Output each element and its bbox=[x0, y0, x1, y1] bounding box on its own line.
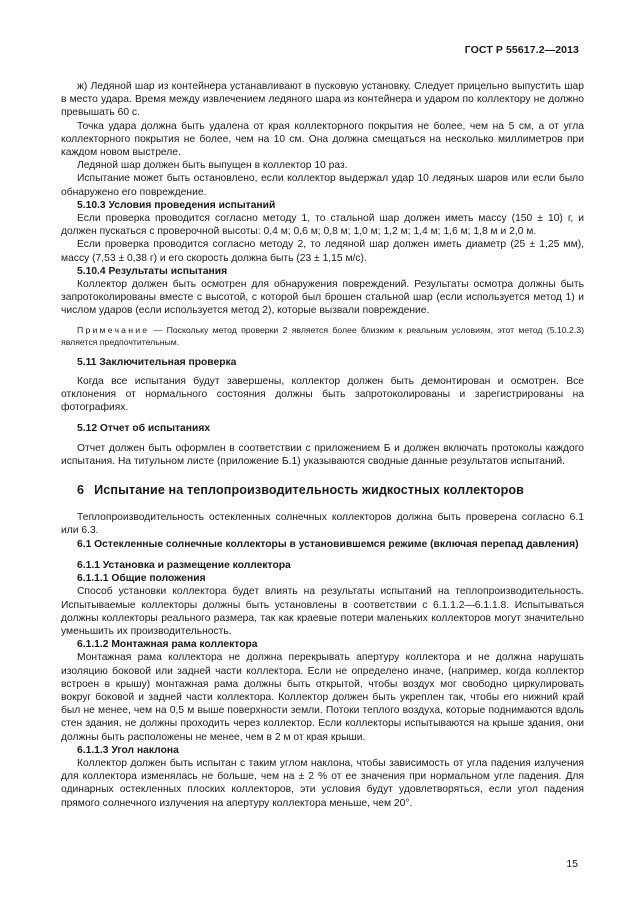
paragraph-launch-count: Ледяной шар должен быть выпущен в коллектор 10 раз. bbox=[77, 160, 348, 172]
paragraph-tilt-angle: Коллектор должен быть испытан с таким углом наклона, чтобы зависимость от угла падения излучения для коллектора изменялась не больше, чем на ± 2 % от ее значения при нормальном угле падения. Для одинарных остекленных плоских коллекторов, эти условия будут удовлетворяться, если угол падения прямого солнечного излучения на апертуру коллектора меньше, чем 20°. bbox=[61, 757, 584, 809]
paragraph-method-1: Если проверка проводится согласно методу 1, то стальной шар должен иметь массу (150 ± 10) г, и должен пускаться с проверочной высоты: 0,4 м; 0,6 м; 0,8 м; 1,0 м; 1,2 м; 1,4 м; 1,6 м; 1,8 м и 2,0 м. bbox=[61, 213, 584, 238]
heading-5-12: 5.12 Отчет об испытаниях bbox=[77, 423, 211, 435]
paragraph-thermal-performance: Теплопроизводительность остекленных солнечных коллекторов должна быть проверена согласно 6.1 или 6.3. bbox=[61, 512, 584, 537]
paragraph-report: Отчет должен быть оформлен в соответствии с приложением Б и должен включать протоколы каждого испытания. На титульном листе (приложение Б.1) указываются сводные данные результатов испытаний. bbox=[61, 442, 584, 467]
section-6-title: Испытание на теплопроизводительность жидкостных коллекторов bbox=[94, 483, 525, 498]
heading-6-1-1: 6.1.1 Установка и размещение коллектора bbox=[77, 559, 291, 571]
heading-6-1-1-1: 6.1.1.1 Общие положения bbox=[77, 573, 206, 585]
note-label: Примечание bbox=[77, 324, 150, 335]
page-body bbox=[61, 80, 584, 810]
paragraph-results: Коллектор должен быть осмотрен для обнаружения повреждений. Результаты осмотра должны быть запротоколированы вместе с высотой, с которой был брошен стальной шар (если используется метод 1) и числом ударов (если используется метод 2), которые вызвали повреждение. bbox=[61, 279, 584, 317]
note bbox=[61, 324, 584, 348]
paragraph-method-2: Если проверка проводится согласно методу 2, то ледяной шар должен иметь диаметр (25 ± 1,25 мм), массу (7,53 ± 0,38 г) и его скорость должна быть (23 ± 1,15 м/с). bbox=[61, 239, 584, 264]
heading-6-1-1-3: 6.1.1.3 Угол наклона bbox=[77, 744, 179, 756]
heading-6-1: 6.1 Остекленные солнечные коллекторы в установившемся режиме (включая перепад давления) bbox=[77, 538, 579, 550]
paragraph-final-check: Когда все испытания будут завершены, коллектор должен быть демонтирован и осмотрен. Все отклонения от нормального состояния должны быть запротоколированы и зарегистрированы на фотографиях. bbox=[61, 375, 584, 414]
paragraph-general: Способ установки коллектора будет влиять на результаты испытаний на теплопроизводительность. Испытываемые коллекторы должны быть установлены в соответствии с 6.1.1.2—6.1.1.8. Испытываться должны коллекторы реального размера, так как краевые потери маленьких коллекторов могут значительно уменьшить их производительность. bbox=[61, 586, 584, 637]
paragraph-test-stop: Испытание может быть остановлено, если коллектор выдержал удар 10 ледяных шаров или если было обнаружено его повреждение. bbox=[61, 173, 584, 198]
page-number: 15 bbox=[566, 858, 578, 870]
heading-5-10-4: 5.10.4 Результаты испытания bbox=[77, 265, 228, 277]
note-text: — Поскольку метод проверки 2 является более близким к реальным условиям, этот метод (5.10.2.3) является предпочтительным. bbox=[61, 324, 584, 347]
paragraph-mounting-frame: Монтажная рама коллектора не должна перекрывать апертуру коллектора и не должна нарушать изоляцию боковой или задней части коллектора. Если не определено иначе, (например, когда коллектор встроен в крышу) монтажная рама должны быть открытой, чтобы воздух мог свободно циркулировать вокруг боковой и задней части коллектора. Коллектор должен быть укреплен так, чтобы его нижний край был не менее, чем на 0,5 м выше поверхности земли. Потоки теплого воздуха, которые поднимаются вдоль стен здания, не должны проходить через коллектор. Если коллекторы испытываются на крыше здания, они должны быть расположены не менее, чем в 2 м от края крыши. bbox=[61, 652, 584, 743]
heading-5-11: 5.11 Заключительная проверка bbox=[77, 356, 237, 368]
section-6-heading bbox=[61, 484, 584, 497]
heading-6-1-1-2: 6.1.1.2 Монтажная рама коллектора bbox=[77, 639, 258, 651]
standard-header: ГОСТ Р 55617.2—2013 bbox=[464, 44, 579, 56]
paragraph-ice-ball-launch: ж) Ледяной шар из контейнера устанавливают в пусковую установку. Следует прицельно выпустить шар в место удара. Время между извлечением ледяного шара из контейнера и ударом по коллектору не должно превышать 60 с. bbox=[61, 81, 584, 119]
section-6-number: 6 bbox=[77, 483, 85, 498]
paragraph-impact-point: Точка удара должна быть удалена от края коллекторного покрытия не более, чем на 5 см, а от угла коллекторного покрытия не более, чем на 10 см. Она должна смещаться на несколько миллиметров при каждом новом выстреле. bbox=[61, 120, 584, 159]
heading-5-10-3: 5.10.3 Условия проведения испытаний bbox=[77, 199, 276, 211]
